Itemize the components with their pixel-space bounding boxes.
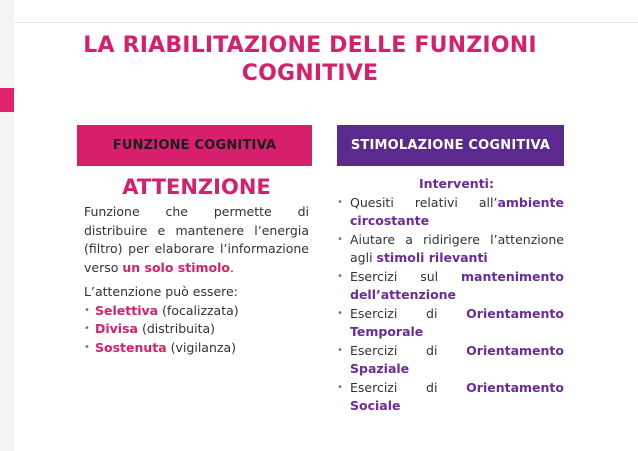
description-suffix: . [229, 259, 234, 275]
item-highlight: ambiente circostante [350, 194, 564, 228]
list-item [337, 342, 564, 379]
interventi-title: Interventi: [419, 176, 494, 191]
attenzione-heading: ATTENZIONE [122, 175, 271, 199]
list-item [337, 379, 564, 416]
item-text: Esercizi di [350, 342, 467, 358]
list-item [84, 320, 309, 339]
top-divider [14, 22, 638, 23]
list-item [84, 302, 309, 321]
attention-types-list [84, 302, 309, 358]
interventions-list [337, 194, 564, 416]
list-item [84, 339, 309, 358]
attenzione-description [84, 203, 309, 277]
description-highlight: un solo stimolo [122, 259, 230, 275]
list-item [337, 268, 564, 305]
attenzione-intro: L’attenzione può essere: [84, 284, 238, 299]
left-column [84, 173, 309, 357]
item-text: Quesiti relativi all’ [350, 194, 498, 210]
left-strip [0, 0, 14, 451]
type-name: Selettiva [95, 302, 159, 318]
slide-title: LA RIABILITAZIONE DELLE FUNZIONI COGNITIVE [83, 33, 537, 86]
header-stimolazione-cognitiva: STIMOLAZIONE COGNITIVA [337, 125, 564, 166]
item-text: Esercizi di [350, 379, 467, 395]
description-text: Funzione che permette di distribuire e mantenere l’energia (filtro) per elaborare l’informazione verso [84, 204, 309, 275]
list-item [337, 231, 564, 268]
type-detail: (distribuita) [137, 321, 216, 336]
item-highlight: stimoli rilevanti [376, 250, 488, 265]
item-text: Esercizi sul [350, 268, 462, 284]
list-item [337, 194, 564, 231]
item-highlight: Orientamento Spaziale [350, 342, 564, 376]
item-highlight: Orientamento Sociale [350, 379, 564, 413]
item-highlight: mantenimento dell’attenzione [350, 268, 564, 302]
type-detail: (vigilanza) [166, 339, 236, 355]
type-name: Sostenuta [95, 339, 167, 355]
list-item [337, 305, 564, 342]
item-text: Esercizi di [350, 305, 467, 321]
type-detail: (focalizzata) [158, 302, 239, 318]
header-funzione-cognitiva: FUNZIONE COGNITIVA [77, 125, 312, 166]
accent-bar [0, 88, 14, 112]
right-column [337, 175, 564, 416]
type-name: Divisa [95, 321, 138, 336]
item-text: Aiutare a ridirigere l’attenzione agli [350, 231, 564, 265]
item-highlight: Orientamento Temporale [350, 305, 564, 339]
